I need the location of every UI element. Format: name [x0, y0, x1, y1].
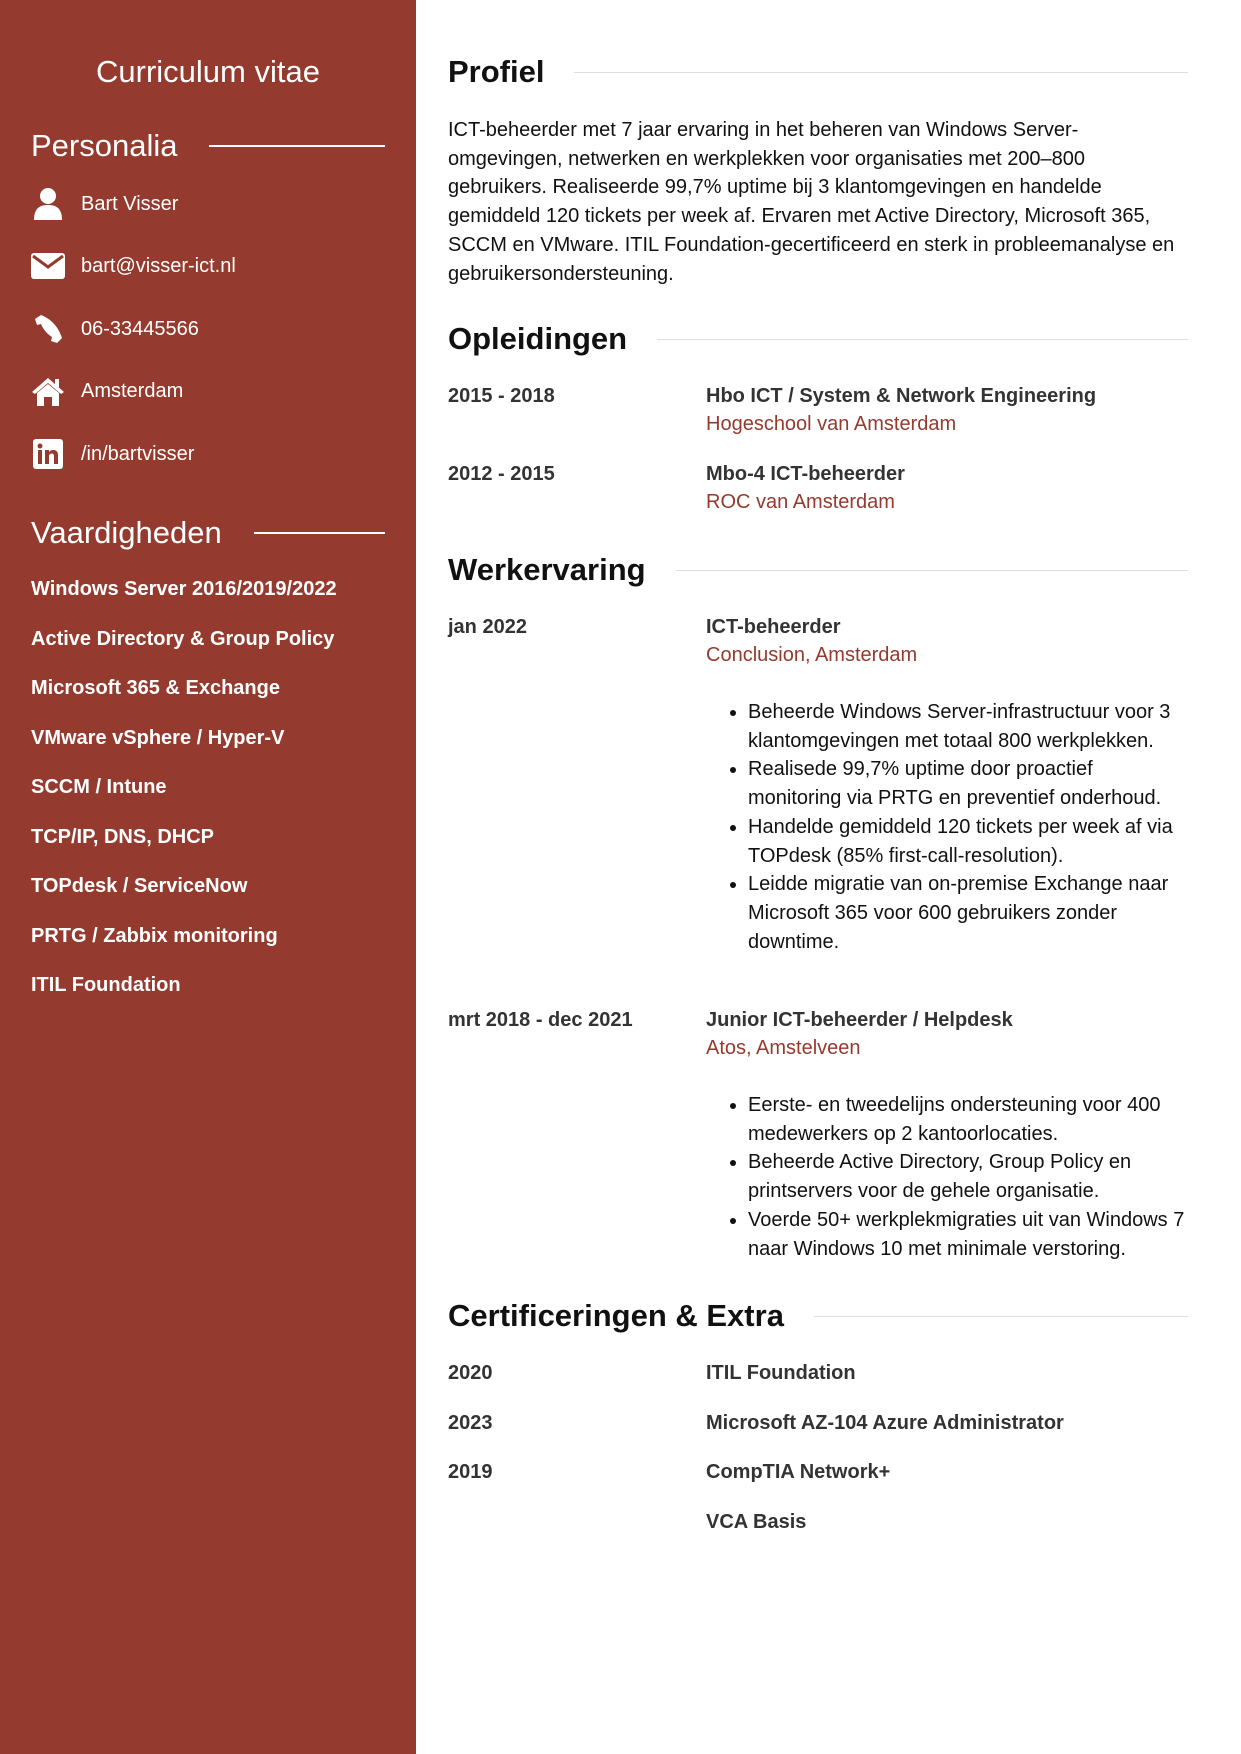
education-period: 2012 - 2015 — [448, 463, 555, 485]
certification-year: 2023 — [448, 1412, 493, 1434]
contact-linkedin[interactable] — [31, 436, 194, 472]
skill-item: TCP/IP, DNS, DHCP — [31, 826, 214, 848]
certification-entry — [706, 1359, 1188, 1387]
job-entry — [706, 613, 1188, 956]
certification-entry — [706, 1409, 1188, 1437]
education-school: ROC van Amsterdam — [706, 491, 895, 513]
job-bullet: • Beheerde Active Directory, Group Policy en printservers voor de gehele organisatie. — [748, 1148, 1188, 1205]
linkedin-icon — [31, 437, 65, 471]
job-bullet: • Voerde 50+ werkplekmigraties uit van Windows 7 naar Windows 10 met minimale verstoring. — [748, 1206, 1188, 1263]
phone-icon — [31, 312, 65, 346]
job-bullet: • Eerste- en tweedelijns ondersteuning voor 400 medewerkers op 2 kantoorlocaties. — [748, 1091, 1188, 1148]
job-bullets — [706, 698, 1188, 956]
job-period: mrt 2018 - dec 2021 — [448, 1009, 633, 1031]
heading-divider — [676, 570, 1188, 571]
contact-location-text: Amsterdam — [81, 379, 184, 402]
job-title: ICT-beheerder — [706, 616, 841, 638]
certifications-heading-label: Certificeringen & Extra — [448, 1298, 784, 1333]
contact-name — [31, 186, 178, 222]
personalia-heading — [31, 126, 385, 166]
contact-phone[interactable] — [31, 311, 199, 347]
education-heading-label: Opleidingen — [448, 321, 628, 356]
job-bullet: • Handelde gemiddeld 120 tickets per week af via TOPdesk (85% first-call-resolution). — [748, 813, 1188, 870]
education-entry — [706, 382, 1188, 439]
certification-title: VCA Basis — [706, 1511, 807, 1533]
user-icon — [31, 187, 65, 221]
education-heading — [448, 319, 1188, 359]
skill-item: TOPdesk / ServiceNow — [31, 875, 248, 897]
experience-heading — [448, 550, 1188, 590]
job-entry — [706, 1006, 1188, 1263]
skills-heading — [31, 513, 385, 553]
contact-email-text[interactable]: bart@visser-ict.nl — [81, 254, 236, 277]
skill-item: ITIL Foundation — [31, 974, 181, 996]
education-period: 2015 - 2018 — [448, 385, 555, 407]
certification-year: 2019 — [448, 1461, 493, 1483]
job-bullet: • Leidde migratie van on-premise Exchange naar Microsoft 365 voor 600 gebruikers zonder downtime. — [748, 870, 1188, 956]
job-company: Conclusion, Amsterdam — [706, 644, 918, 666]
certification-entry — [706, 1458, 1188, 1486]
profile-heading — [448, 52, 1188, 92]
skill-item: Microsoft 365 & Exchange — [31, 677, 280, 699]
certification-title: Microsoft AZ-104 Azure Administrator — [706, 1412, 1064, 1434]
profile-heading-label: Profiel — [448, 54, 545, 89]
heading-divider — [254, 532, 385, 534]
certification-title: CompTIA Network+ — [706, 1461, 891, 1483]
contact-location — [31, 373, 183, 409]
cv-title: Curriculum vitae — [96, 54, 320, 89]
contact-phone-text[interactable]: 06-33445566 — [81, 317, 199, 340]
job-title: Junior ICT-beheerder / Helpdesk — [706, 1009, 1013, 1031]
home-icon — [31, 374, 65, 408]
job-company: Atos, Amstelveen — [706, 1037, 861, 1059]
heading-divider — [209, 145, 385, 147]
sidebar — [0, 0, 416, 1754]
contact-email[interactable] — [31, 248, 236, 284]
job-bullet: • Beheerde Windows Server-infrastructuur voor 3 klantomgevingen met totaal 800 werkplekken. — [748, 698, 1188, 755]
heading-divider — [657, 339, 1188, 340]
skill-item: PRTG / Zabbix monitoring — [31, 925, 278, 947]
certification-entry — [706, 1508, 1188, 1536]
skill-item: SCCM / Intune — [31, 776, 167, 798]
contact-name-text: Bart Visser — [81, 192, 179, 215]
education-school: Hogeschool van Amsterdam — [706, 413, 957, 435]
certification-year: 2020 — [448, 1362, 493, 1384]
job-bullets — [706, 1091, 1188, 1263]
certifications-heading — [448, 1296, 1188, 1336]
education-title: Hbo ICT / System & Network Engineering — [706, 385, 1097, 407]
personalia-heading-label: Personalia — [31, 128, 178, 163]
skill-item: Windows Server 2016/2019/2022 — [31, 578, 337, 600]
education-entry — [706, 460, 1188, 517]
education-title: Mbo-4 ICT-beheerder — [706, 463, 905, 485]
job-period: jan 2022 — [448, 616, 527, 638]
profile-text: ICT-beheerder met 7 jaar ervaring in het beheren van Windows Server-omgevingen, netwerken en werkplekken voor organisaties met 200–800 gebruikers. Realiseerde 99,7% uptime bij 3 klantomgevingen en handelde gemiddeld 120 tickets per week af. Ervaren met Active Directory, Microsoft 365, SCCM en VMware. ITIL Foundation-gecertificeerd en sterk in probleemanalyse en gebruikersondersteuning. — [448, 119, 1175, 285]
certification-title: ITIL Foundation — [706, 1362, 856, 1384]
skill-item: VMware vSphere / Hyper-V — [31, 727, 285, 749]
contact-linkedin-text[interactable]: /in/bartvisser — [81, 442, 195, 465]
heading-divider — [574, 72, 1188, 73]
job-bullet: • Realisede 99,7% uptime door proactief monitoring via PRTG en preventief onderhoud. — [748, 755, 1188, 812]
skills-heading-label: Vaardigheden — [31, 515, 222, 550]
skill-item: Active Directory & Group Policy — [31, 628, 335, 650]
experience-heading-label: Werkervaring — [448, 552, 646, 587]
envelope-icon — [31, 249, 65, 283]
heading-divider — [814, 1316, 1188, 1317]
